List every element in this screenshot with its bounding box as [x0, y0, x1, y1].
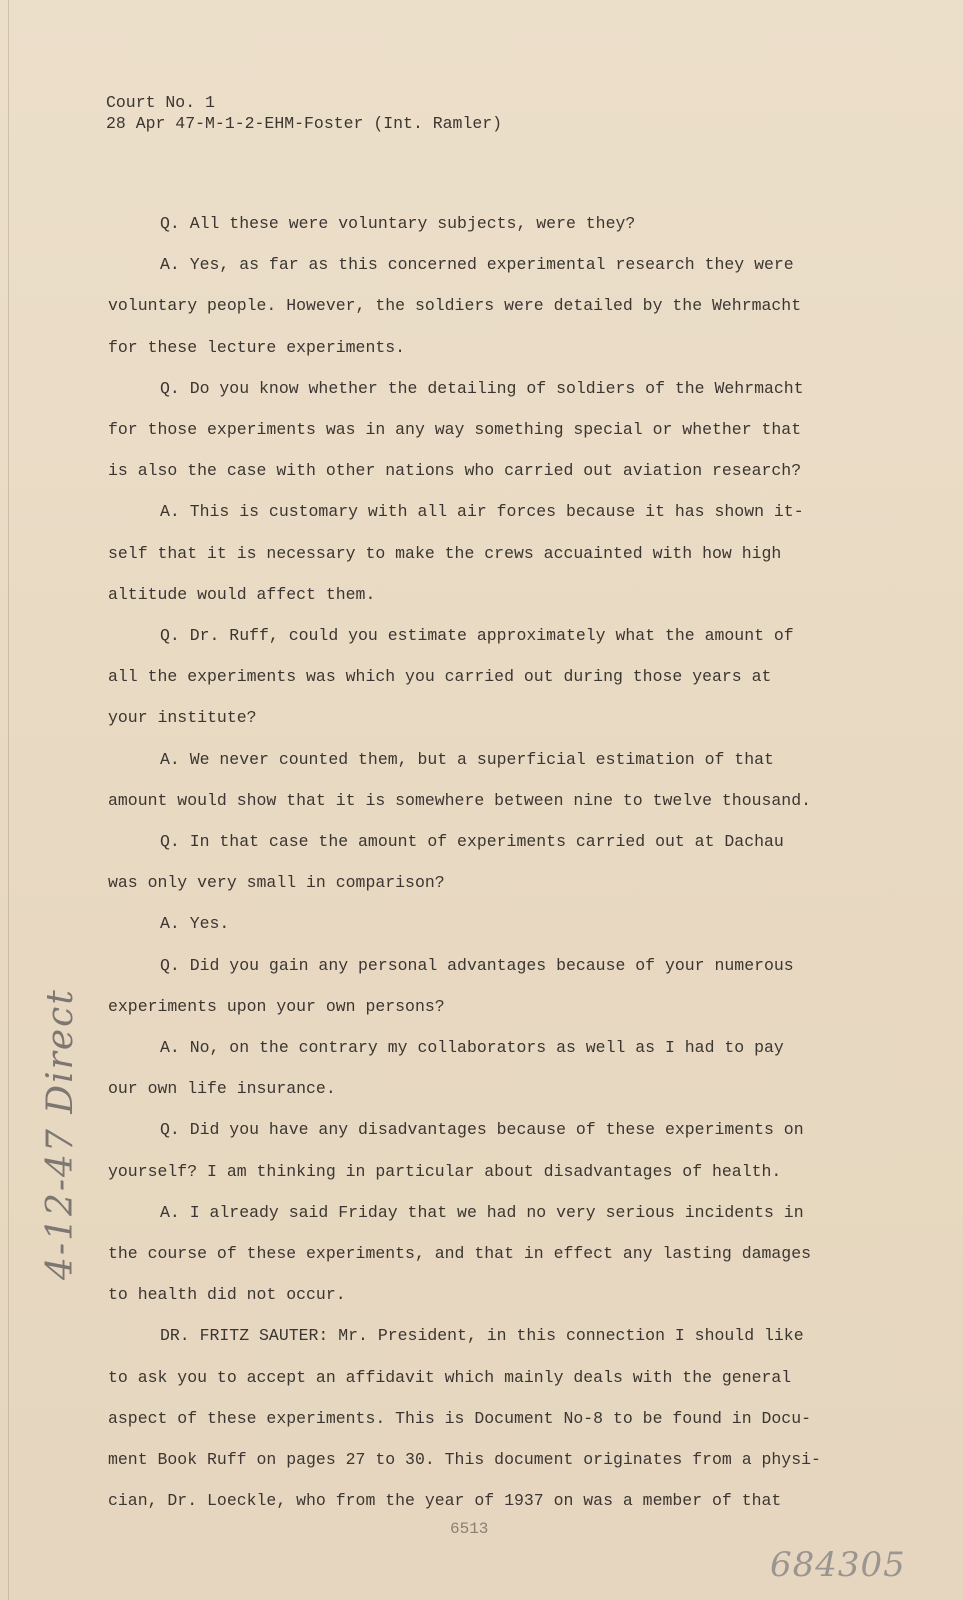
transcript-line: was only very small in comparison?: [108, 873, 445, 893]
transcript-paragraph: [108, 1109, 848, 1191]
handwritten-margin-note: 4-12-47 Direct: [40, 988, 81, 1280]
transcript-line: Q. Do you know whether the detailing of soldiers of the Wehrmacht: [160, 378, 804, 398]
transcript-line: self that it is necessary to make the crews accuainted with how high: [108, 543, 782, 563]
court-number: Court No. 1: [106, 93, 215, 112]
transcript-body: [108, 203, 848, 1522]
transcript-line: ment Book Ruff on pages 27 to 30. This document originates from a physi-: [108, 1450, 821, 1470]
session-line: 28 Apr 47-M-1-2-EHM-Foster (Int. Ramler): [106, 114, 503, 133]
transcript-line: experiments upon your own persons?: [108, 996, 445, 1016]
transcript-line: Q. Dr. Ruff, could you estimate approximately what the amount of: [160, 626, 794, 646]
transcript-paragraph: [108, 945, 848, 1027]
transcript-line: Q. All these were voluntary subjects, were they?: [160, 214, 636, 233]
transcript-line: to ask you to accept an affidavit which mainly deals with the general: [108, 1367, 792, 1387]
transcript-line: your institute?: [108, 708, 257, 728]
transcript-line: A. Yes, as far as this concerned experimental research they were: [160, 255, 794, 275]
transcript-line: voluntary people. However, the soldiers were detailed by the Wehrmacht: [108, 296, 802, 316]
transcript-line: amount would show that it is somewhere between nine to twelve thousand.: [108, 790, 812, 810]
transcript-paragraph: [108, 491, 848, 615]
transcript-line: is also the case with other nations who carried out aviation research?: [108, 461, 802, 481]
document-number: 684305: [770, 1545, 906, 1585]
transcript-paragraph: [108, 244, 848, 368]
transcript-line: A. We never counted them, but a superficial estimation of that: [160, 749, 774, 769]
transcript-line: DR. FRITZ SAUTER: Mr. President, in this connection I should like: [160, 1326, 804, 1346]
page-number: 6513: [450, 1520, 489, 1538]
transcript-paragraph: [108, 615, 848, 739]
transcript-line: altitude would affect them.: [108, 584, 376, 604]
transcript-paragraph: [108, 739, 848, 821]
transcript-line: Q. Did you gain any personal advantages because of your numerous: [160, 955, 794, 975]
transcript-line: A. Yes.: [160, 914, 230, 934]
transcript-line: the course of these experiments, and that in effect any lasting damages: [108, 1244, 812, 1264]
transcript-paragraph: [108, 1192, 848, 1316]
transcript-paragraph: [108, 1027, 848, 1109]
transcript-line: Q. In that case the amount of experiments carried out at Dachau: [160, 832, 784, 852]
transcript-line: Q. Did you have any disadvantages because of these experiments on: [160, 1120, 804, 1140]
transcript-paragraph: [108, 368, 848, 492]
transcript-paragraph: [108, 203, 848, 244]
transcript-paragraph: [108, 1315, 848, 1521]
transcript-paragraph: [108, 821, 848, 903]
transcript-line: all the experiments was which you carried out during those years at: [108, 667, 772, 687]
transcript-line: A. This is customary with all air forces because it has shown it-: [160, 502, 804, 522]
transcript-line: our own life insurance.: [108, 1079, 336, 1099]
transcript-line: to health did not occur.: [108, 1285, 346, 1305]
transcript-line: A. No, on the contrary my collaborators as well as I had to pay: [160, 1038, 784, 1058]
transcript-line: for these lecture experiments.: [108, 337, 406, 357]
transcript-line: cian, Dr. Loeckle, who from the year of 1937 on was a member of that: [108, 1491, 782, 1511]
transcript-line: aspect of these experiments. This is Document No-8 to be found in Docu-: [108, 1408, 812, 1428]
header: [106, 92, 502, 134]
transcript-paragraph: [108, 903, 848, 944]
transcript-line: yourself? I am thinking in particular about disadvantages of health.: [108, 1161, 782, 1181]
transcript-line: A. I already said Friday that we had no very serious incidents in: [160, 1202, 804, 1222]
transcript-line: for those experiments was in any way something special or whether that: [108, 420, 802, 440]
